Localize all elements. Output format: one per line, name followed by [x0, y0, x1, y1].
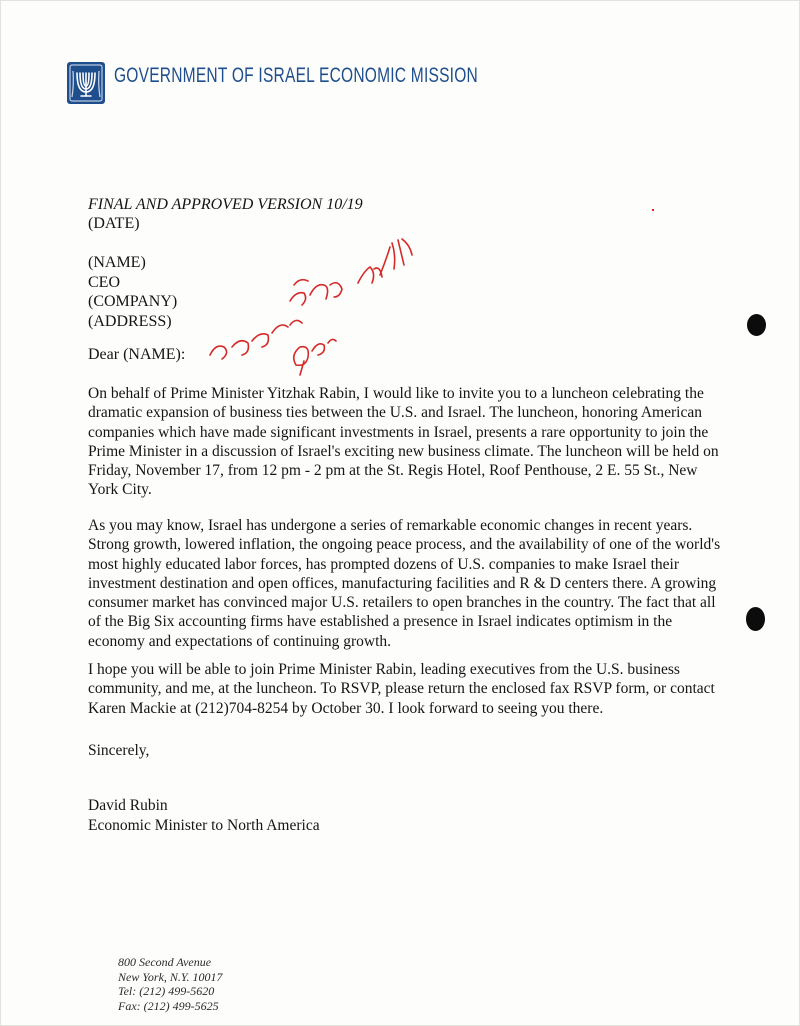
salutation: Dear (NAME):: [88, 346, 186, 363]
signatory-title: Economic Minister to North America: [88, 816, 320, 834]
ink-mark: [652, 209, 654, 211]
address-fax: Fax: (212) 499-5625: [118, 998, 219, 1013]
body-paragraph: As you may know, Israel has undergone a series of remarkable economic changes in recent years. Strong growth, lowered inflation, the ongoing peace process, and the availability of one of the world's most highly educated labor forces, has prompted dozens of U.S. companies to make Israel their investment destination and open offices, manufacturing facilities and R & D centers there. A growing consumer market has convinced major U.S. retailers to open branches in the country. The fact that all of the Big Six accounting firms have established a presence in Israel indicates optimism in the economy and expectations of continuing growth.: [88, 517, 721, 650]
address-tel: Tel: (212) 499-5620: [118, 984, 215, 998]
organization-name: GOVERNMENT OF ISRAEL ECONOMIC MISSION: [114, 64, 478, 87]
punch-hole-icon: [747, 314, 766, 336]
body-paragraph: On behalf of Prime Minister Yitzhak Rabin, I would like to invite you to a luncheon celebrating the dramatic expansion of business ties between the U.S. and Israel. The luncheon, honoring American companies which have made significant investments in Israel, presents a rare opportunity to join the Prime Minister in a discussion of Israel's exciting new business climate. The luncheon will be held on Friday, November 17, from 12 pm - 2 pm at the St. Regis Hotel, Roof Penthouse, 2 E. 55 St., New York City.: [88, 385, 719, 499]
body-paragraph: I hope you will be able to join Prime Minister Rabin, leading executives from the U.S. business community, and me, at the luncheon. To RSVP, please return the enclosed fax RSVP form, or contact Karen Mackie at (212)704-8254 by October 30. I look forward to seeing you there.: [88, 661, 715, 717]
closing: Sincerely,: [88, 742, 150, 759]
address-street: 800 Second Avenue: [118, 955, 212, 969]
signatory-name: David Rubin: [88, 797, 168, 814]
recipient-name: (NAME): [88, 254, 146, 271]
recipient-company: (COMPANY): [88, 293, 178, 310]
recipient-title: CEO: [88, 273, 120, 291]
recipient-block: [88, 253, 177, 331]
address-city: New York, N.Y. 10017: [118, 969, 223, 984]
punch-hole-icon: [746, 607, 765, 631]
letter-date: (DATE): [88, 215, 140, 232]
version-note: FINAL AND APPROVED VERSION 10/19: [88, 196, 363, 213]
menorah-emblem-icon: [66, 61, 106, 105]
handwritten-annotation-icon: [190, 225, 420, 385]
footer-address: [118, 955, 222, 1013]
signature-block: [88, 796, 320, 835]
recipient-address: (ADDRESS): [88, 312, 172, 330]
